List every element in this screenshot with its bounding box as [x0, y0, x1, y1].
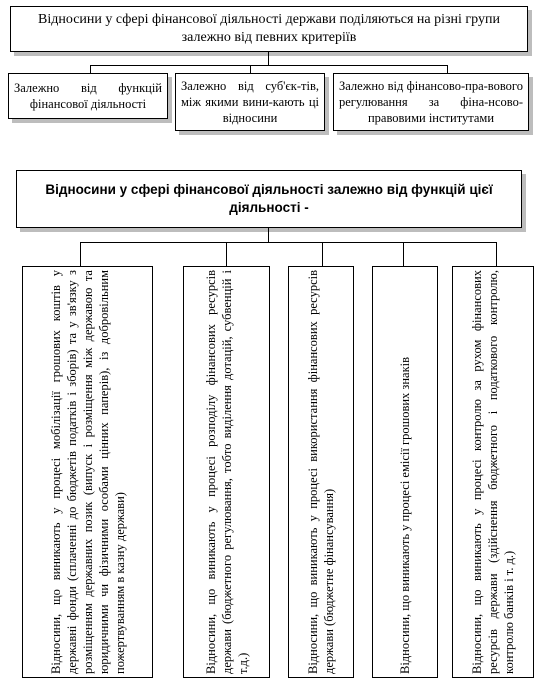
connector-cat-1: [90, 65, 91, 73]
middle-title: Відносини у сфері фінансової діяльності залежно від функцій цієї діяльності -: [45, 182, 493, 215]
connector-leaf-4: [403, 242, 404, 266]
leaf-box-mobilization: [22, 266, 153, 678]
top-title: Відносини у сфері фінансової діяльності держави поділяються на різні групи залежно від певних критеріїв: [38, 12, 500, 45]
leaf-box-usage: [288, 266, 354, 678]
leaf-text: Відносини, що виникають у процесі використання фінансових ресурсів держави (бюджетне фінансування): [306, 270, 336, 674]
leaf-text: Відносини, що виникають у процесі контролю за рухом фінансових ресурсів держави (здійснення бюджетного і податкового контролю, контролю банків і т. д.): [470, 270, 516, 674]
category-label: Залежно від фінансово-пра-вового регулювання за фіна-нсово-правовими інститутами: [339, 79, 523, 125]
connector-leaf-5: [496, 242, 497, 266]
category-box-functions: [8, 73, 168, 119]
category-label: Залежно від суб'єк-тів, між якими вини-кають ці відносини: [181, 79, 319, 125]
category-box-institutes: [333, 73, 529, 131]
leaf-box-control: [452, 266, 534, 678]
connector-top-stem: [268, 52, 269, 66]
leaf-text: Відносини, що виникають у процесі мобілізації грошових коштів у державні фонди (сплаченні до бюджетів податків і зборів) та у зв'язку з розміщенням державних позик (випуск і розміщення між державою та юридичними чи фізичними особами цінних паперів), із добровільним пожертвуванням в казну держави): [48, 270, 127, 674]
middle-box: [16, 170, 522, 228]
category-box-subjects: [175, 73, 325, 131]
connector-mid-stem: [268, 228, 269, 243]
leaf-text: Відносини, що виникають у процесі розподілу фінансових ресурсів держави (бюджетного регулювання, тобто виділення дотацій, субвенцій і т.д.): [203, 270, 250, 674]
leaf-box-emission: [372, 266, 438, 678]
top-box: [10, 6, 528, 52]
connector-leaf-3: [322, 242, 323, 266]
leaf-box-distribution: [183, 266, 270, 678]
connector-mid-bar: [80, 242, 497, 243]
connector-leaf-1: [80, 242, 81, 266]
connector-leaf-2: [226, 242, 227, 266]
leaf-text: Відносини, що виникають у процесі емісії грошових знаків: [398, 356, 412, 674]
connector-cat-2: [250, 65, 251, 73]
connector-top-bar: [90, 65, 448, 66]
category-label: Залежно від функцій фінансової діяльності: [14, 81, 162, 111]
connector-cat-3: [447, 65, 448, 73]
